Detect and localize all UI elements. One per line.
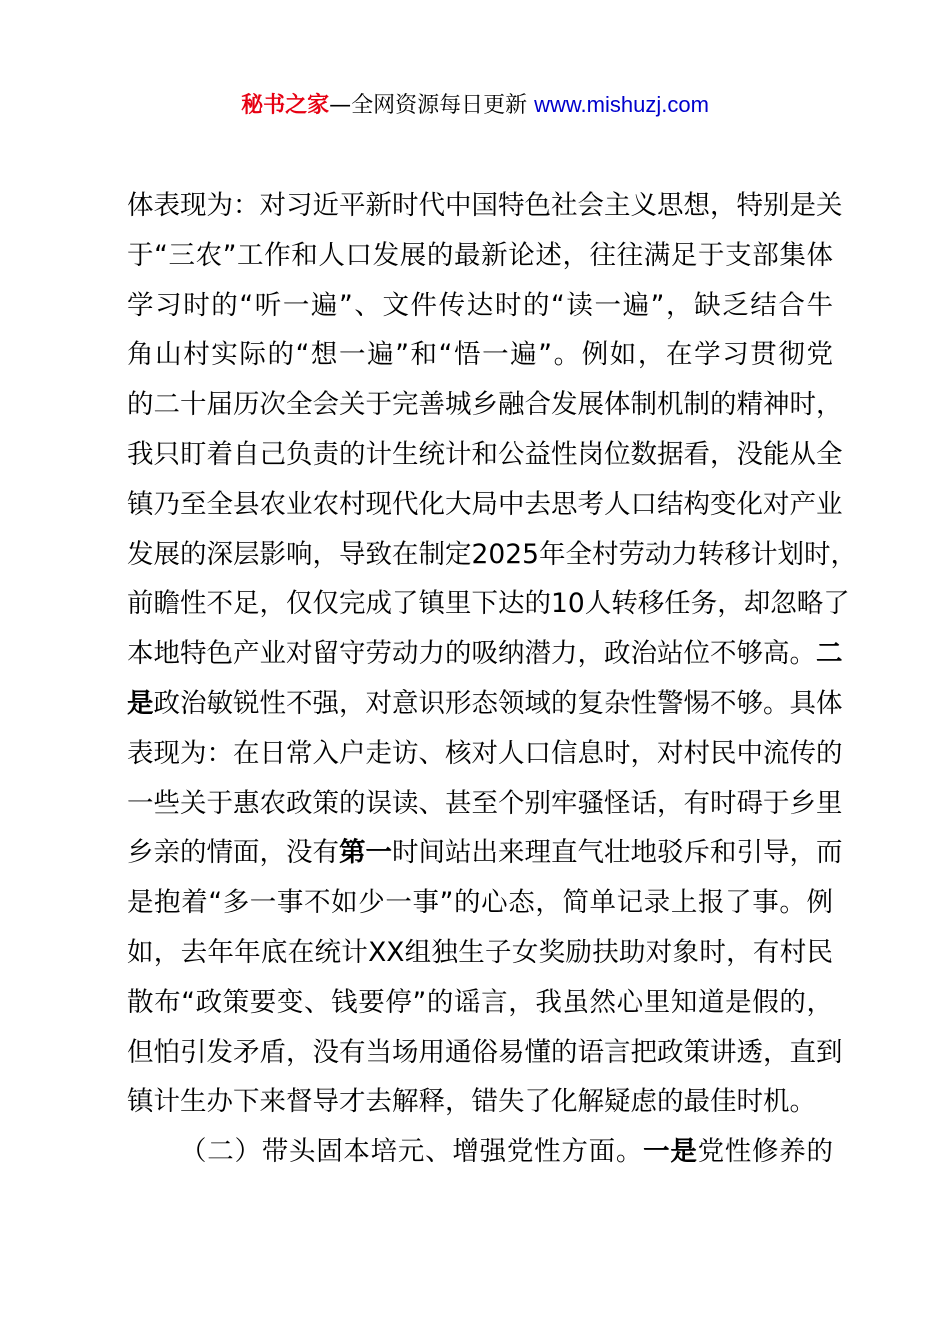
brand-name: 秘书之家 — [241, 93, 330, 118]
text-line — [127, 679, 843, 729]
watermark-header — [0, 88, 950, 123]
text-line — [127, 828, 843, 878]
bold-marker: 是 — [127, 687, 154, 719]
site-url-link[interactable]: www.mishuzj.com — [534, 92, 709, 117]
text-line: 体表现为：对习近平新时代中国特色社会主义思想，特别是关 — [127, 190, 843, 221]
header-slogan: —全网资源每日更新 — [329, 93, 535, 118]
text-segment: 时间站出来理直气壮地驳斥和引导，而 — [392, 837, 843, 869]
text-line: 发展的深层影响，导致在制定2025年全村劳动力转移计划时， — [127, 538, 857, 570]
text-line: 前瞻性不足，仅仅完成了镇里下达的10人转移任务，却忽略了 — [127, 588, 850, 620]
text-line: 但怕引发矛盾，没有当场用通俗易懂的语言把政策讲透，直到 — [127, 1036, 843, 1068]
text-line: 的二十届历次全会关于完善城乡融合发展体制机制的精神时， — [127, 389, 843, 421]
text-line: 于“三农”工作和人口发展的最新论述，往往满足于支部集体 — [127, 239, 833, 271]
text-line: 镇乃至全县农业农村现代化大局中去思考人口结构变化对产业 — [127, 488, 843, 520]
text-line: 一些关于惠农政策的误读、甚至个别牢骚怪话，有时碍于乡里 — [127, 787, 843, 819]
bold-marker: 第一 — [339, 837, 392, 869]
text-line: 是抱着“多一事不如少一事”的心态，简单记录上报了事。例 — [127, 887, 833, 919]
text-line: 我只盯着自己负责的计生统计和公益性岗位数据看，没能从全 — [127, 438, 843, 470]
text-line: 散布“政策要变、钱要停”的谣言，我虽然心里知道是假的， — [127, 986, 833, 1018]
text-segment: 乡亲的情面，没有 — [127, 837, 339, 869]
text-line: 镇计生办下来督导才去解释，错失了化解疑虑的最佳时机。 — [127, 1086, 816, 1118]
section-heading-line — [127, 1127, 833, 1177]
text-segment: 党性修养的 — [697, 1136, 834, 1168]
bold-marker: 二 — [816, 638, 843, 670]
text-line: 如，去年年底在统计XX组独生子女奖励扶助对象时，有村民 — [127, 936, 833, 968]
text-line: 学习时的“听一遍”、文件传达时的“读一遍”，缺乏结合牛 — [127, 289, 833, 321]
text-line: 表现为：在日常入户走访、核对人口信息时，对村民中流传的 — [127, 737, 843, 769]
text-segment: 本地特色产业对留守劳动力的吸纳潜力，政治站位不够高。 — [127, 638, 816, 670]
section-heading: （二）带头固本培元、增强党性方面。 — [180, 1136, 644, 1168]
text-segment: 政治敏锐性不强，对意识形态领域的复杂性警惕不够。具体 — [153, 687, 843, 719]
text-line: 角山村实际的“想一遍”和“悟一遍”。例如，在学习贯彻党 — [127, 339, 833, 371]
bold-marker: 一是 — [643, 1136, 698, 1168]
document-body — [127, 181, 857, 1177]
text-line — [127, 629, 843, 679]
